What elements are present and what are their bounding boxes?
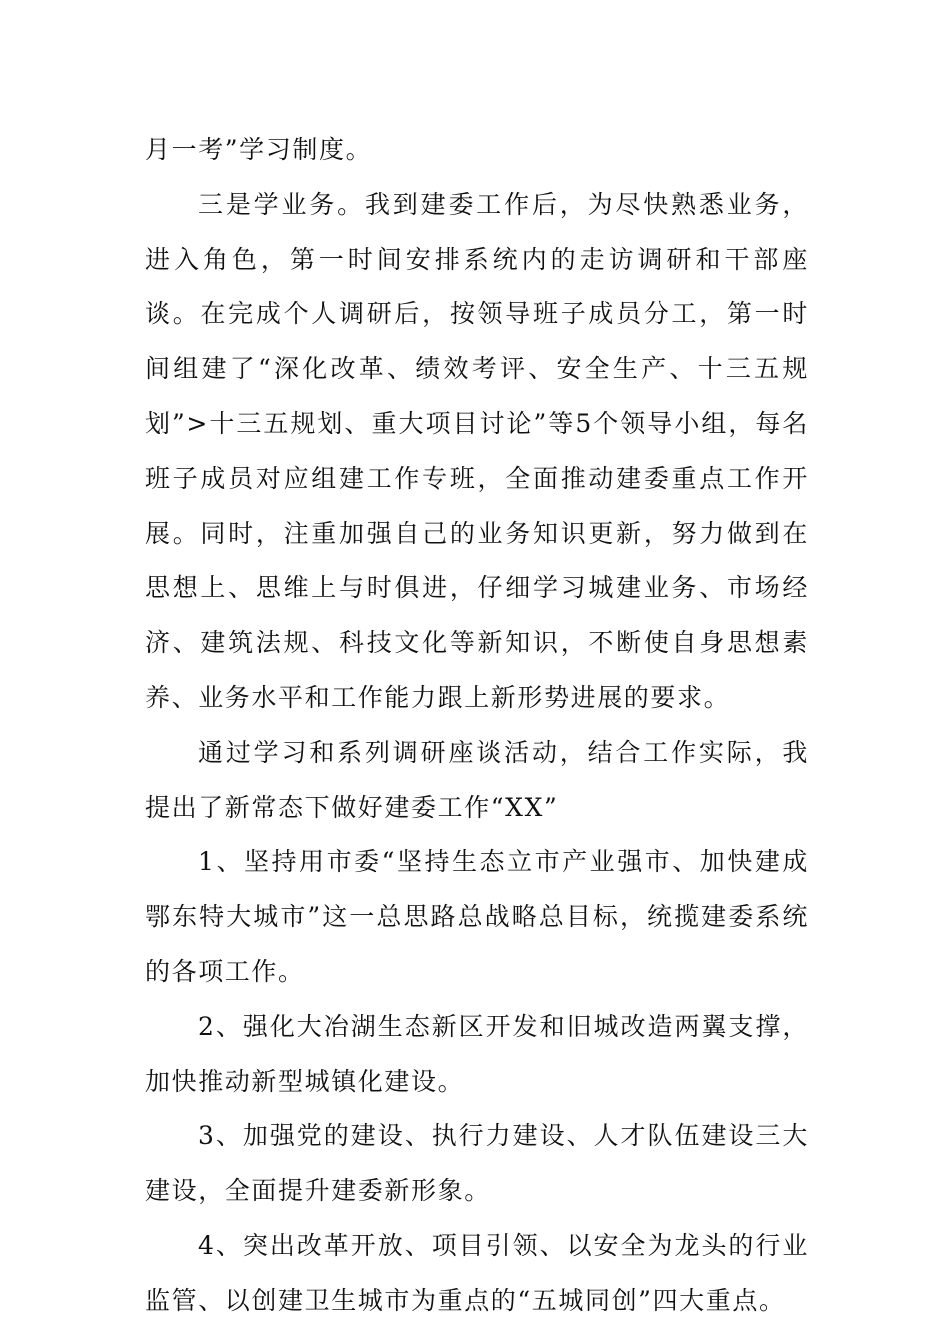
paragraph-4: 1、坚持用市委“坚持生态立市产业强市、加快建成鄂东特大城市”这一总思路总战略总目标，统揽建委系统的各项工作。 — [145, 847, 809, 986]
paragraph-3: 通过学习和系列调研座谈活动，结合工作实际，我提出了新常态下做好建委工作“XX” — [145, 737, 809, 822]
paragraph-7: 4、突出改革开放、项目引领、以安全为龙头的行业监管、以创建卫生城市为重点的“五城同创”四大重点。 — [145, 1230, 809, 1315]
paragraph-6: 3、加强党的建设、执行力建设、人才队伍建设三大建设，全面提升建委新形象。 — [145, 1121, 809, 1206]
paragraph-1: 月一考”学习制度。 — [145, 135, 373, 164]
document-page — [145, 123, 809, 1329]
paragraph-5: 2、强化大冶湖生态新区开发和旧城改造两翼支撑，加快推动新型城镇化建设。 — [145, 1011, 809, 1096]
paragraph-2: 三是学业务。我到建委工作后，为尽快熟悉业务，进入角色，第一时间安排系统内的走访调研和干部座谈。在完成个人调研后，按领导班子成员分工，第一时间组建了“深化改革、绩效考评、安全生产、十三五规划”>十三五规划、重大项目讨论”等5个领导小组，每名班子成员对应组建工作专班，全面推动建委重点工作开展。同时，注重加强自己的业务知识更新，努力做到在思想上、思维上与时俱进，仔细学习城建业务、市场经济、建筑法规、科技文化等新知识，不断使自身思想素养、业务水平和工作能力跟上新形势进展的要求。 — [145, 189, 809, 712]
